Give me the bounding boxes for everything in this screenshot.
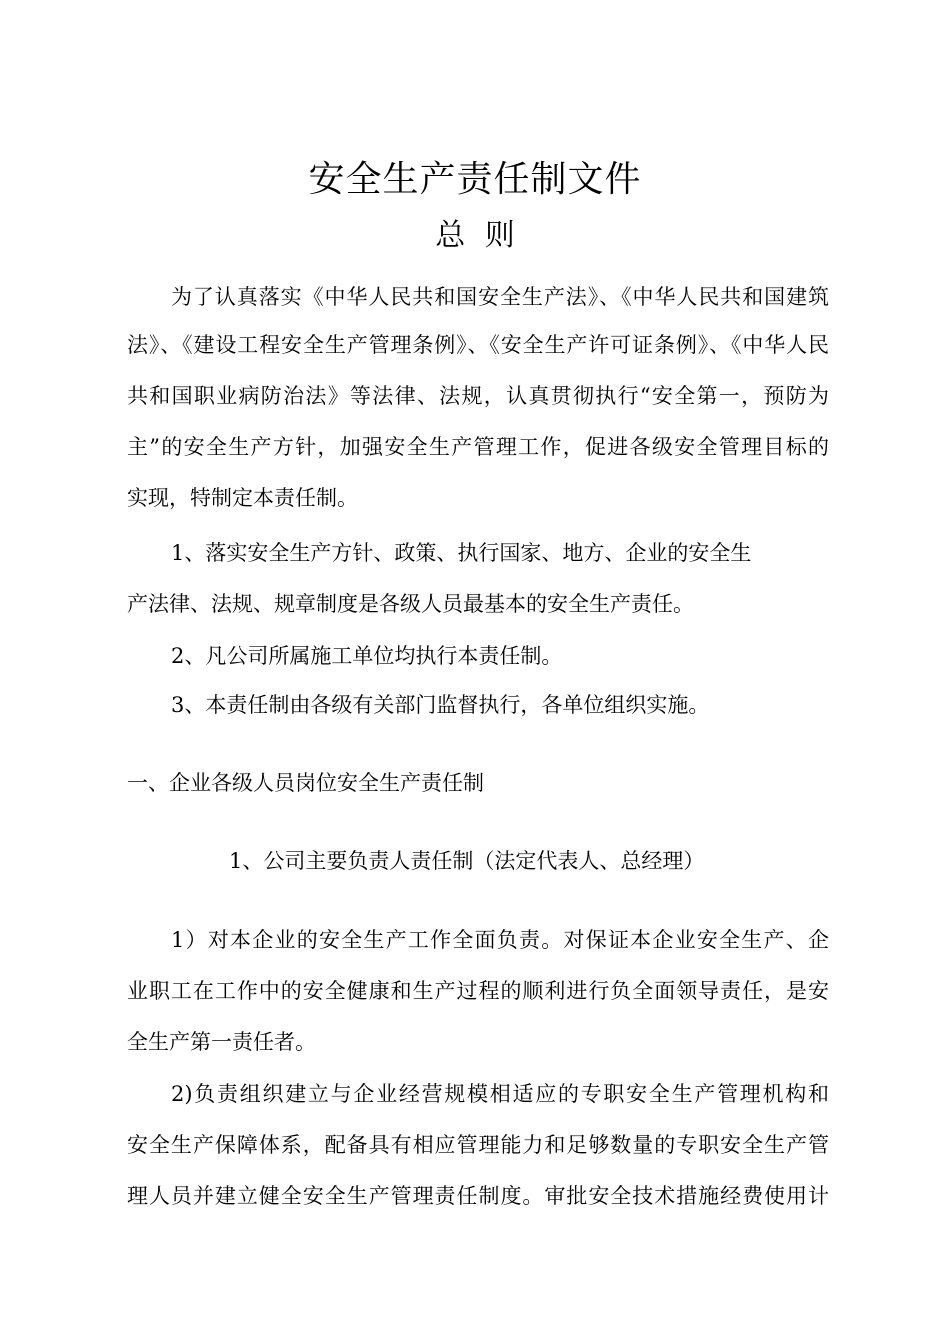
intro-line-1: 为了认真落实《中华人民共和国安全生产法》、《中华人民共和国建筑 (171, 285, 829, 309)
intro-line-5: 实现，特制定本责任制。 (127, 486, 358, 510)
subsection-1-heading: 1、公司主要负责人责任制（法定代表人、总经理） (229, 849, 705, 873)
intro-line-3: 共和国职业病防治法》等法律、法规，认真贯彻执行“安全第一，预防为 (127, 384, 829, 408)
item-1-line-2: 产法律、法规、规章制度是各级人员最基本的安全生产责任。 (127, 592, 694, 616)
intro-line-2: 法》、《建设工程安全生产管理条例》、《安全生产许可证条例》、《中华人民 (127, 333, 829, 357)
duty-1-line-3: 全生产第一责任者。 (127, 1030, 316, 1054)
section-1-heading: 一、企业各级人员岗位安全生产责任制 (127, 771, 484, 795)
document-title: 安全生产责任制文件 (308, 159, 642, 200)
item-1-line-1: 1、落实安全生产方针、政策、执行国家、地方、企业的安全生 (171, 541, 752, 565)
intro-line-4: 主”的安全生产方针，加强安全生产管理工作，促进各级安全管理目标的 (127, 435, 829, 459)
duty-2-line-1: 2)负责组织建立与企业经营规模相适应的专职安全生产管理机构和 (171, 1082, 829, 1106)
duty-1-line-1: 1）对本企业的安全生产工作全面负责。对保证本企业安全生产、企 (171, 928, 829, 952)
duty-1-line-2: 业职工在工作中的安全健康和生产过程的顺利进行负全面领导责任，是安 (127, 979, 829, 1003)
duty-2-line-2: 安全生产保障体系，配备具有相应管理能力和足够数量的专职安全生产管 (127, 1133, 829, 1157)
duty-2-line-3: 理人员并建立健全安全生产管理责任制度。审批安全技术措施经费使用计 (127, 1184, 829, 1208)
item-3: 3、本责任制由各级有关部门监督执行，各单位组织实施。 (171, 693, 710, 717)
section-subtitle: 总 则 (435, 218, 515, 253)
item-2: 2、凡公司所属施工单位均执行本责任制。 (171, 644, 563, 668)
